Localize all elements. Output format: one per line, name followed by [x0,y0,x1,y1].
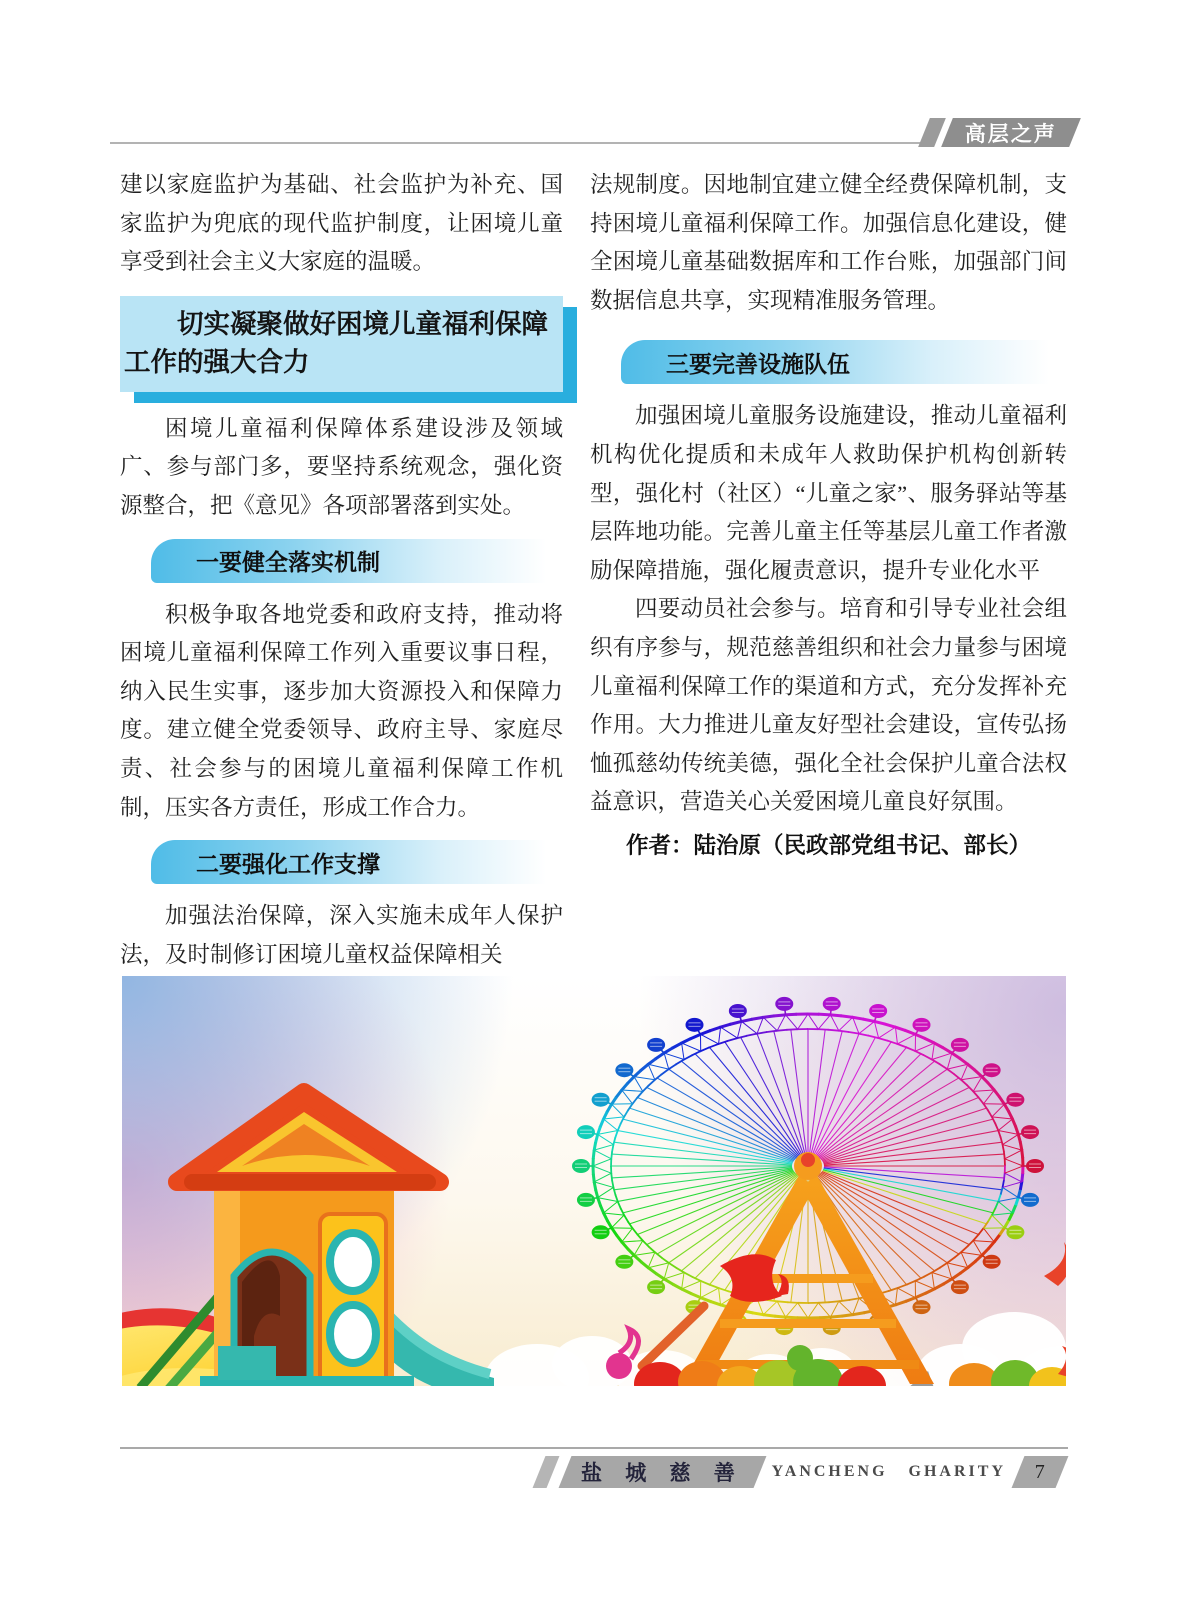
author-line: 作者：陆治原（民政部党组书记、部长） [625,832,1031,858]
left-column [120,166,563,974]
right-column [590,166,1067,882]
paragraph-1: 积极争取各地党委和政府支持，推动将困境儿童福利保障工作列入重要议事日程，纳入民生实事，逐步加大资源投入和保障力度。建立健全党委领导、政府主导、家庭尽责、社会参与的困境儿童福利保障工作机制，压实各方责任，形成工作合力。 [120,601,563,820]
magazine-name-cn-box [558,1456,766,1488]
section-title-box [120,296,563,392]
subheading-3 [621,340,1067,384]
footer-wedge-decoration [532,1456,559,1488]
page-number-box [1012,1456,1069,1488]
paragraph-4: 四要动员社会参与。培育和引导专业社会组织有序参与，规范慈善组织和社会力量参与困境儿童福利保障工作的渠道和方式，充分发挥补充作用。大力推进儿童友好型社会建设，宣传弘扬恤孤慈幼传统美德，强化全社会保护儿童合法权益意识，营造关心关爱困境儿童良好氛围。 [590,596,1067,815]
magazine-name-cn: 盐 城 慈 善 [580,1461,744,1485]
paragraph-2-continued: 法规制度。因地制宜建立健全经费保障机制，支持困境儿童福利保障工作。加强信息化建设，健全困境儿童基础数据库和工作台账，加强部门间数据信息共享，实现精准服务管理。 [590,172,1067,313]
magazine-name-en: YANCHENG GHARITY [771,1463,1006,1480]
section-tag-label: 高层之声 [965,122,1057,146]
footer-rule [120,1447,1068,1449]
paragraph-3: 加强困境儿童服务设施建设，推动儿童福利机构优化提质和未成年人救助保护机构创新转型，强化村（社区）“儿童之家”、服务驿站等基层阵地功能。完善儿童主任等基层儿童工作者激励保障措施，强化履责意识，提升专业化水平 [590,403,1067,583]
header-rule [110,142,934,144]
subheading-2 [151,840,563,884]
section-title: 切实凝聚做好困境儿童福利保障工作的强大合力 [124,308,548,377]
section-tag [924,118,1075,147]
paragraph-overview: 困境儿童福利保障体系建设涉及领域广、参与部门多，要坚持系统观念，强化资源整合，把《意见》各项部署落到实处。 [120,415,563,518]
subheading-1 [151,539,563,583]
subheading-2-label: 二要强化工作支撑 [196,850,380,877]
paragraph-intro: 建以家庭监护为基础、社会监护为补充、国家监护为兜底的现代监护制度，让困境儿童享受到社会主义大家庭的温暖。 [120,172,563,275]
footer-brand [539,1456,1062,1488]
illustration-playground-ferris-wheel [122,976,1066,1386]
tag-box [941,118,1081,147]
page-number: 7 [1035,1460,1045,1483]
illustration-canvas [122,976,1066,1386]
paragraph-2: 加强法治保障，深入实施未成年人保护法，及时制修订困境儿童权益保障相关 [120,903,563,967]
subheading-1-label: 一要健全落实机制 [196,549,380,576]
subheading-3-label: 三要完善设施队伍 [666,350,850,377]
section-title-face [120,296,563,392]
